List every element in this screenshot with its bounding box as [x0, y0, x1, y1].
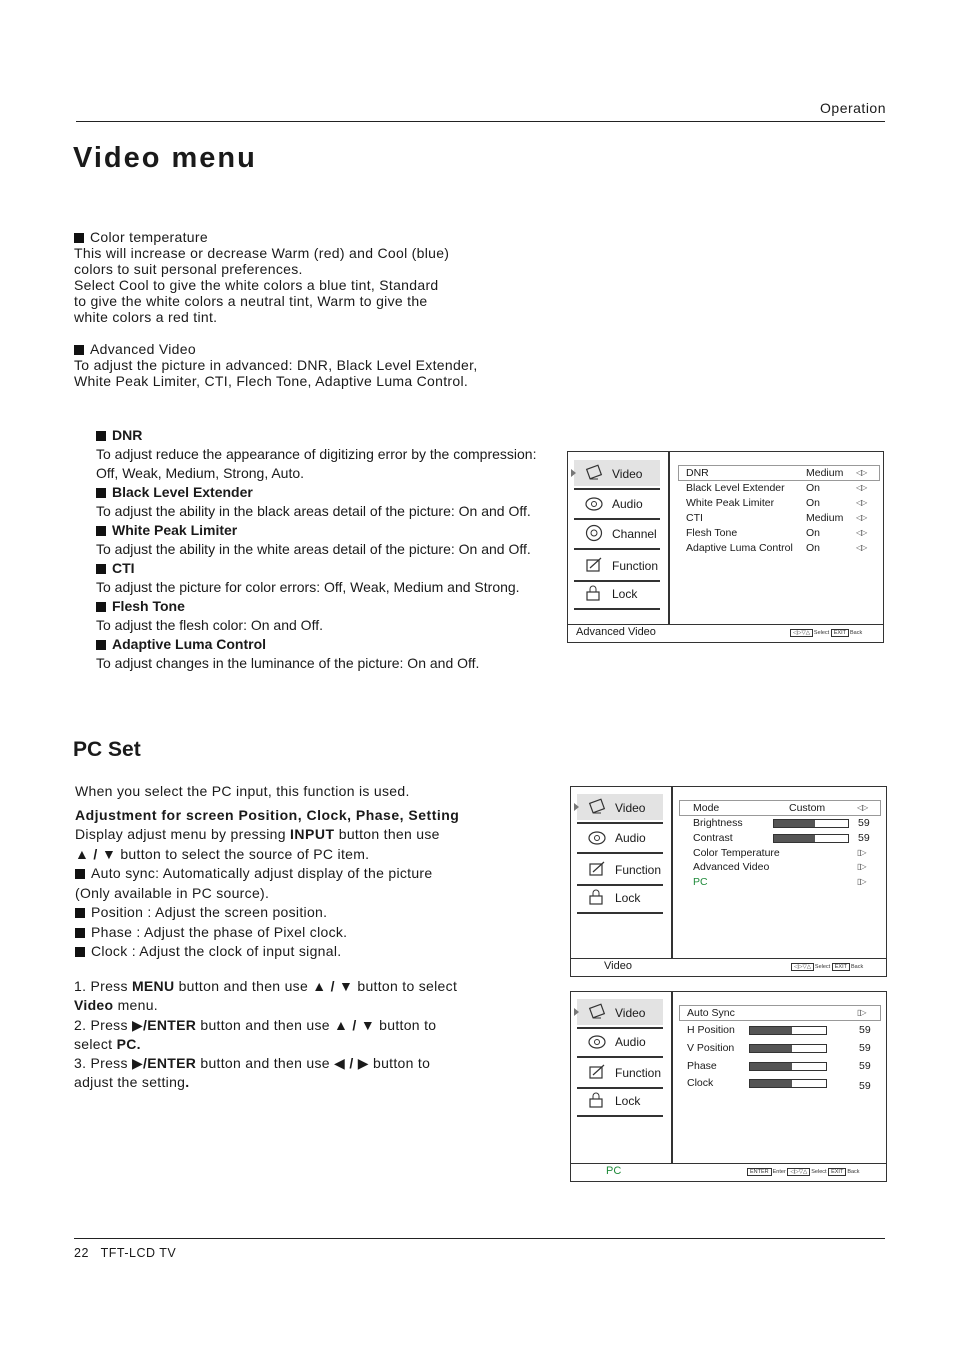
osd-row-value: 59 [859, 1060, 871, 1072]
osd-row-label: DNR [686, 467, 709, 479]
osd-row-value: 59 [858, 832, 870, 844]
adj-text: Display adjust menu by pressing [75, 826, 291, 842]
color-temp-line: Select Cool to give the white colors a blue tint, Standard [74, 277, 439, 293]
hint-back: Back [850, 964, 864, 970]
osd-row-label: PC [693, 876, 708, 888]
osd-row-label: Clock [687, 1077, 714, 1089]
osd-row-label: Contrast [693, 832, 733, 844]
osd-row-label: Brightness [693, 817, 743, 829]
up-arrow-icon: ▲ [75, 845, 90, 862]
osd-row-label: Phase [687, 1060, 717, 1072]
selected-arrow-icon [574, 803, 579, 811]
color-temperature-section [74, 229, 449, 325]
feature-desc: Off, Weak, Medium, Strong, Auto. [96, 465, 305, 481]
osd-nav-label: Video [612, 467, 643, 481]
osd-row-label: Black Level Extender [686, 482, 785, 494]
arrow-keys-icon: ◁▷▽△ [791, 963, 814, 971]
bullet-square-icon [75, 928, 85, 938]
osd-row-flesh-tone[interactable] [686, 526, 881, 540]
osd-footer [568, 624, 883, 642]
v-position-slider[interactable] [749, 1044, 827, 1053]
selected-arrow-icon [574, 1008, 579, 1016]
osd-nav-item-lock[interactable] [577, 884, 663, 910]
osd-row-v-position[interactable] [687, 1041, 883, 1055]
slider-fill [774, 835, 815, 842]
left-right-arrow-icon: ◁▷ [856, 498, 867, 507]
pc-set-title: PC Set [73, 738, 141, 761]
osd-row-label: V Position [687, 1042, 735, 1054]
left-right-arrow-icon: ◁▷ [856, 468, 867, 477]
osd-row-label: Mode [693, 802, 720, 814]
osd-footer-title: PC [606, 1165, 622, 1177]
osd-nav-item-lock[interactable] [574, 580, 660, 606]
osd-nav-label: Audio [615, 1035, 646, 1049]
osd-row-label: White Peak Limiter [686, 497, 775, 509]
hint-back: Back [847, 1169, 860, 1175]
hint-select: Select [814, 964, 831, 970]
feature-name: DNR [112, 427, 143, 443]
osd-nav-item-function[interactable] [574, 552, 660, 578]
color-temp-heading: Color temperature [90, 229, 208, 245]
step-text: 1. Press [74, 978, 132, 994]
right-arrow-icon: ▶ [131, 1016, 144, 1033]
down-arrow-icon: ▼ [101, 845, 117, 862]
lock-icon [587, 888, 607, 906]
osd-divider [671, 787, 673, 959]
feature-name: White Peak Limiter [112, 522, 238, 538]
osd-nav-label: Audio [615, 831, 646, 845]
osd-row-white-peak-limiter[interactable] [686, 496, 881, 510]
osd-row-label: Color Temperature [693, 847, 780, 859]
osd-row-mode[interactable] [693, 801, 883, 815]
osd-nav-item-video[interactable] [577, 794, 663, 820]
osd-row-value: On [806, 482, 821, 494]
hint-enter: Enter [772, 1169, 786, 1175]
bullet-square-icon [74, 233, 84, 243]
enter-arrow-icon: ▯▷ [857, 877, 866, 886]
osd-nav-item-function[interactable] [577, 856, 663, 882]
osd-nav-label: Audio [612, 497, 643, 511]
osd-row-brightness[interactable] [693, 816, 883, 830]
osd-nav-underline [574, 548, 660, 550]
adjustment-heading: Adjustment for screen Position, Clock, Phase, Setting [75, 806, 460, 823]
step-text: select [74, 1035, 117, 1052]
color-temp-line: white colors a red tint. [74, 309, 218, 325]
osd-row-value: 59 [859, 1080, 871, 1092]
step-text: . [185, 1074, 190, 1091]
enter-arrow-icon: ▯▷ [857, 1008, 866, 1017]
video-icon [587, 798, 607, 816]
advanced-video-section [74, 341, 478, 389]
osd-row-label: Adaptive Luma Control [686, 542, 793, 554]
osd-nav-label: Lock [615, 1094, 641, 1108]
osd-nav-item-audio[interactable] [577, 1028, 663, 1054]
section-label: Operation [820, 100, 886, 116]
video-icon [584, 464, 604, 482]
bullet-square-icon [96, 431, 106, 441]
osd-nav-label: Lock [612, 587, 638, 601]
enter-arrow-icon: ▯▷ [857, 848, 866, 857]
down-arrow-icon: ▼ [339, 978, 354, 994]
osd-row-value: 59 [859, 1042, 871, 1054]
arrow-keys-icon: ◁▷▽△ [790, 629, 813, 637]
osd-footer-hints [747, 1168, 860, 1176]
left-arrow-icon: ◀ [334, 1055, 346, 1072]
step-text: button to [368, 1055, 431, 1072]
feature-desc: To adjust the ability in the white areas detail of the picture: On and Off. [96, 541, 531, 557]
osd-row-label: Auto Sync [687, 1007, 735, 1019]
pc-intro-text: When you select the PC input, this function is used. [75, 783, 410, 799]
osd-nav-item-audio[interactable] [577, 824, 663, 850]
position-text: Position : Adjust the screen position. [91, 904, 328, 920]
osd-nav-label: Function [612, 559, 659, 573]
left-right-arrow-icon: ◁▷ [856, 483, 867, 492]
up-arrow-icon: ▲ [334, 1016, 349, 1033]
slider-fill [750, 1045, 792, 1052]
selected-arrow-icon [571, 469, 576, 477]
bullet-square-icon [75, 947, 85, 957]
step-text: button and then use [196, 1055, 335, 1072]
adj-text: button then use [334, 826, 440, 842]
lock-icon [587, 1091, 607, 1109]
left-right-arrow-icon: ◁▷ [856, 543, 867, 552]
bullet-square-icon [96, 640, 106, 650]
step-text: adjust the setting [74, 1074, 186, 1091]
osd-video-screen [570, 786, 887, 977]
product-name: TFT-LCD TV [100, 1246, 177, 1260]
osd-row-adaptive-luma-control[interactable] [686, 541, 881, 555]
osd-row-black-level-extender[interactable] [686, 481, 881, 495]
step-text: 2. Press [74, 1016, 132, 1033]
feature-desc: To adjust reduce the appearance of digitizing error by the compression: [96, 446, 537, 462]
left-right-arrow-icon: ◁▷ [856, 513, 867, 522]
bullet-square-icon [75, 869, 85, 879]
osd-row-value: Custom [789, 802, 826, 814]
function-icon [584, 556, 604, 574]
osd-row-contrast[interactable] [693, 831, 883, 845]
osd-nav-label: Channel [612, 527, 657, 541]
right-arrow-icon: ▶ [357, 1055, 369, 1072]
osd-row-value: On [806, 527, 821, 539]
osd-divider [668, 452, 670, 625]
function-icon [587, 1063, 607, 1081]
step-text: 3. Press [74, 1055, 132, 1072]
color-temp-line: colors to suit personal preferences. [74, 261, 303, 277]
osd-nav-item-video[interactable] [577, 999, 663, 1025]
osd-nav-item-channel[interactable] [574, 520, 660, 546]
page-title: Video menu [73, 142, 257, 174]
osd-row-label: CTI [686, 512, 703, 524]
enter-key-icon: ENTER [747, 1168, 772, 1176]
left-right-arrow-icon: ◁▷ [856, 528, 867, 537]
enter-key-label: /ENTER [143, 1016, 197, 1033]
osd-row-value: On [806, 497, 821, 509]
slider-fill [750, 1063, 792, 1070]
audio-icon [584, 494, 604, 512]
bullet-square-icon [74, 345, 84, 355]
pc-set-intro: When you select the PC input, this function is used. Adjustment for screen Position, Clock, Phase, Setting Display adjust menu by pressing INPUT button then use ▲ / ▼ button to select the source of PC item. Auto sync: Automatically adjust display of the picture (Only available in PC source). Position : Adjust the screen position. Phase : Adjust the phase of Pixel clock. Clock : Adjust the clock of input signal. [75, 783, 460, 959]
clock-slider[interactable] [749, 1079, 827, 1088]
hint-select: Select [813, 630, 830, 636]
osd-nav-item-lock[interactable] [577, 1087, 663, 1113]
osd-row-label: Advanced Video [693, 861, 770, 873]
phase-text: Phase : Adjust the phase of Pixel clock. [91, 923, 348, 940]
osd-row-value: Medium [806, 467, 844, 479]
exit-key-icon: EXIT [832, 963, 850, 971]
feature-desc: To adjust the ability in the black areas detail of the picture: On and Off. [96, 503, 531, 519]
header-divider [76, 121, 885, 122]
osd-nav-label: Video [615, 801, 646, 815]
enter-key-label: /ENTER [143, 1055, 197, 1072]
osd-footer-title: Video [604, 960, 632, 972]
osd-nav-item-function[interactable] [577, 1059, 663, 1085]
osd-row-value: 59 [858, 817, 870, 829]
up-arrow-icon: ▲ [312, 978, 327, 994]
slider-fill [774, 820, 815, 827]
input-key-label: INPUT [290, 826, 335, 842]
channel-icon [584, 524, 604, 542]
down-arrow-icon: ▼ [360, 1016, 375, 1033]
osd-nav-item-audio[interactable] [574, 490, 660, 516]
feature-name: CTI [112, 560, 135, 576]
menu-key-label: MENU [131, 978, 175, 994]
advanced-video-line: To adjust the picture in advanced: DNR, Black Level Extender, [74, 357, 478, 373]
right-arrow-icon: ▶ [131, 1055, 144, 1072]
osd-pc-screen [570, 991, 887, 1182]
slider-fill [750, 1027, 792, 1034]
contrast-slider[interactable] [773, 834, 849, 843]
video-label: Video [74, 997, 114, 1014]
slider-fill [750, 1080, 792, 1087]
bullet-square-icon [96, 526, 106, 536]
enter-arrow-icon: ▯▷ [857, 862, 866, 871]
clock-text: Clock : Adjust the clock of input signal. [91, 943, 342, 959]
bullet-square-icon [96, 564, 106, 574]
osd-row-clock[interactable] [687, 1076, 883, 1090]
osd-nav-label: Function [615, 863, 662, 877]
osd-footer [571, 958, 886, 976]
bullet-square-icon [96, 488, 106, 498]
osd-footer-hints [790, 629, 862, 637]
feature-name: Adaptive Luma Control [112, 636, 267, 652]
left-right-arrow-icon: ◁▷ [857, 803, 868, 812]
hint-back: Back [849, 630, 863, 636]
auto-sync-text: (Only available in PC source). [75, 884, 270, 901]
feature-name: Black Level Extender [112, 484, 253, 500]
h-position-slider[interactable] [749, 1026, 827, 1035]
step-text: button and then use [196, 1016, 335, 1033]
osd-nav-label: Lock [615, 891, 641, 905]
osd-row-pc[interactable] [693, 875, 883, 889]
osd-row-value: Medium [806, 512, 844, 524]
feature-desc: To adjust the flesh color: On and Off. [96, 617, 323, 633]
osd-advanced-video-screen [567, 451, 884, 643]
audio-icon [587, 828, 607, 846]
audio-icon [587, 1032, 607, 1050]
page-footer [74, 1246, 176, 1260]
auto-sync-text: Auto sync: Automatically adjust display of the picture [91, 865, 433, 881]
osd-row-phase[interactable] [687, 1059, 883, 1073]
arrow-keys-icon: ◁▷▽△ [787, 1168, 810, 1176]
lock-icon [584, 584, 604, 602]
osd-row-value: 59 [859, 1024, 871, 1036]
advanced-video-line: White Peak Limiter, CTI, Flech Tone, Adaptive Luma Control. [74, 373, 469, 389]
phase-slider[interactable] [749, 1062, 827, 1071]
osd-row-dnr[interactable] [686, 466, 881, 480]
osd-row-color-temperature[interactable] [693, 846, 883, 860]
osd-footer-title: Advanced Video [576, 626, 656, 638]
function-icon [587, 860, 607, 878]
color-temp-line: This will increase or decrease Warm (red) and Cool (blue) [74, 245, 450, 261]
hint-select: Select [811, 1169, 827, 1175]
osd-nav-underline [577, 852, 663, 854]
osd-footer-hints [791, 963, 863, 971]
osd-nav-underline [577, 912, 663, 914]
osd-nav-underline [577, 1056, 663, 1058]
step-text: button to select [353, 978, 458, 994]
feature-list [96, 426, 536, 673]
osd-nav-label: Video [615, 1006, 646, 1020]
osd-nav-label: Function [615, 1066, 662, 1080]
pc-set-steps: 1. Press MENU button and then use ▲ / ▼ button to select Video menu. 2. Press ▶/ENTER button and then use ▲ / ▼ button to select PC. 3. Press ▶/ENTER button and then use ◀ / ▶ button to adjust the setting. [74, 978, 458, 1091]
osd-nav-underline [574, 608, 660, 610]
osd-row-label: H Position [687, 1024, 735, 1036]
color-temp-line: to give the white colors a neutral tint, Warm to give the [74, 293, 428, 309]
osd-row-value: On [806, 542, 821, 554]
video-icon [587, 1003, 607, 1021]
osd-footer [571, 1163, 886, 1181]
bullet-square-icon [96, 602, 106, 612]
osd-row-auto-sync[interactable] [687, 1006, 883, 1020]
osd-row-label: Flesh Tone [686, 527, 738, 539]
adj-text: button to select the source of PC item. [116, 845, 370, 862]
osd-divider [671, 992, 673, 1164]
step-text: button and then use [174, 978, 313, 994]
footer-divider [74, 1238, 885, 1239]
step-text: menu. [113, 997, 158, 1014]
exit-key-icon: EXIT [831, 629, 849, 637]
feature-name: Flesh Tone [112, 598, 185, 614]
bullet-square-icon [75, 908, 85, 918]
pc-label: PC. [116, 1035, 141, 1052]
brightness-slider[interactable] [773, 819, 849, 828]
osd-nav-item-video[interactable] [574, 460, 660, 486]
feature-desc: To adjust the picture for color errors: Off, Weak, Medium and Strong. [96, 579, 520, 595]
feature-desc: To adjust changes in the luminance of the picture: On and Off. [96, 655, 480, 671]
page-number: 22 [74, 1246, 89, 1260]
step-text: button to [374, 1016, 437, 1033]
osd-row-advanced-video[interactable] [693, 860, 883, 874]
exit-key-icon: EXIT [828, 1168, 846, 1176]
advanced-video-heading: Advanced Video [90, 341, 196, 357]
osd-nav-underline [577, 1115, 663, 1117]
osd-row-h-position[interactable] [687, 1023, 883, 1037]
osd-row-cti[interactable] [686, 511, 881, 525]
